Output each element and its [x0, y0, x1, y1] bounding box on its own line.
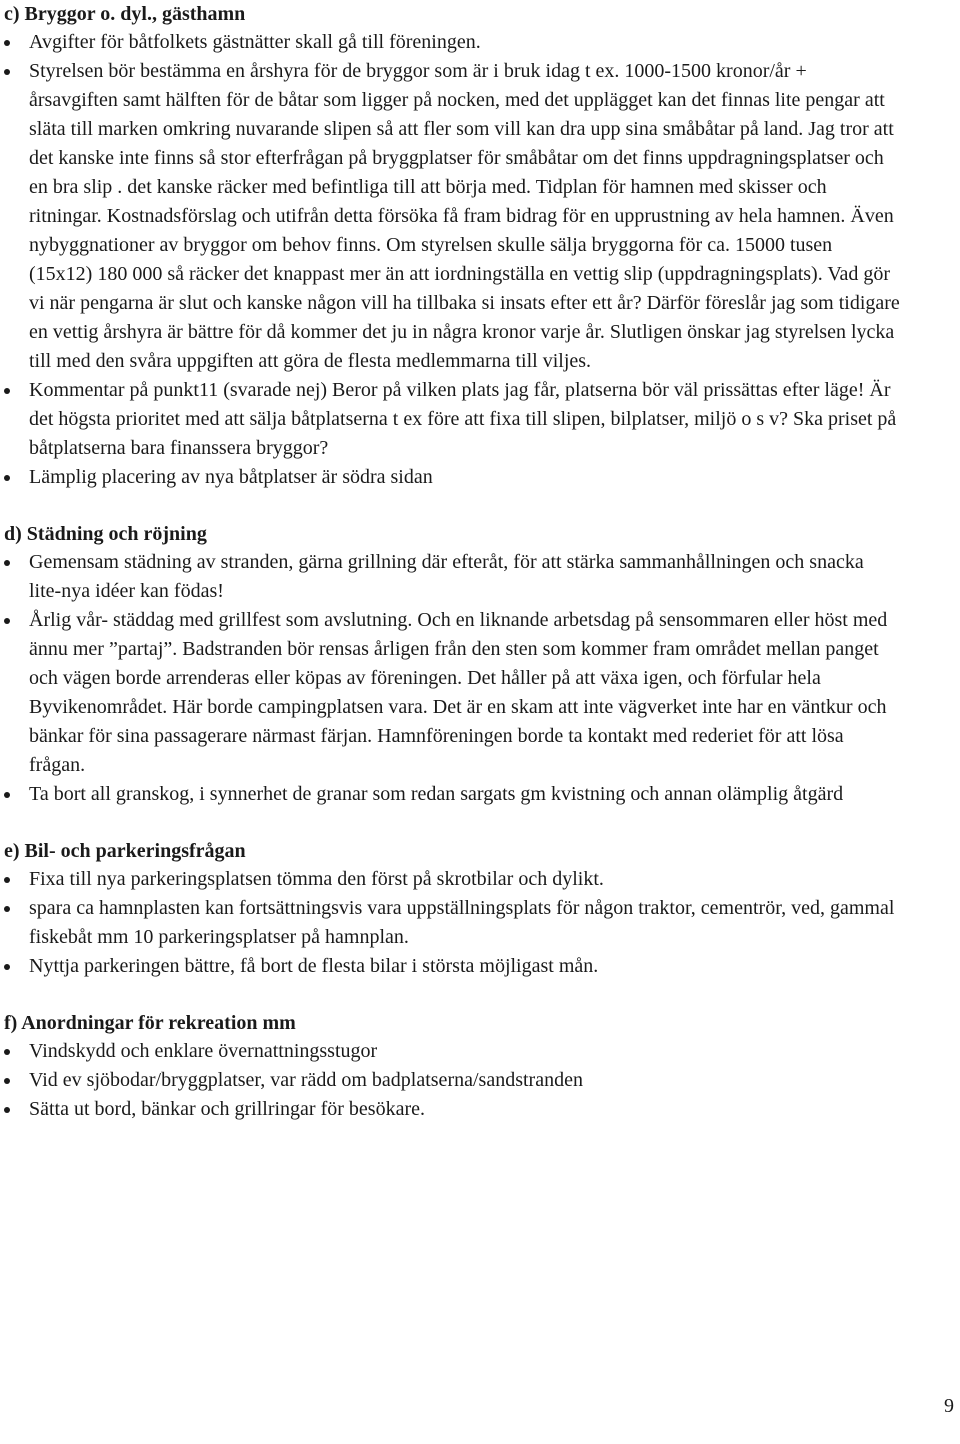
section-c-bryggor [0, 0, 960, 492]
list-item: Vindskydd och enklare övernattningsstugor [4, 1037, 900, 1066]
section-spacer [0, 809, 960, 837]
section-heading: c) Bryggor o. dyl., gästhamn [4, 3, 246, 25]
section-heading: d) Städning och röjning [4, 523, 207, 545]
list-item: Kommentar på punkt11 (svarade nej) Beror på vilken plats jag får, platserna bör väl prissättas efter läge! Är det högsta prioritet med att sälja båtplatserna t ex före att fixa till slipen, bilplatser, miljö o s v? Ska priset på båtplatserna bara finanssera bryggor? [4, 376, 900, 463]
section-heading: e) Bil- och parkeringsfrågan [4, 840, 246, 862]
list-item: Fixa till nya parkeringsplatsen tömma den först på skrotbilar och dylikt. [4, 865, 900, 894]
list-item: spara ca hamnplasten kan fortsättningsvis vara uppställningsplats för någon traktor, cementrör, ved, gammal fiskebåt mm 10 parkeringsplatser på hamnplan. [4, 894, 900, 952]
section-f-rekreation [0, 1009, 960, 1124]
section-e-parkering [0, 837, 960, 981]
list-item: Avgifter för båtfolkets gästnätter skall gå till föreningen. [4, 28, 900, 57]
list-item: Gemensam städning av stranden, gärna grillning där efteråt, för att stärka sammanhållningen och snacka lite-nya idéer kan födas! [4, 548, 900, 606]
list-item: Sätta ut bord, bänkar och grillringar för besökare. [4, 1095, 900, 1124]
section-heading: f) Anordningar för rekreation mm [4, 1012, 296, 1034]
list-item: Årlig vår- städdag med grillfest som avslutning. Och en liknande arbetsdag på sensommaren eller höst med ännu mer ”partaj”. Badstranden bör rensas årligen från den sten som kommer fram området mellan panget och vägen borde arrenderas eller köpas av föreningen. Det håller på att växa igen, och förfular hela Byvikenområdet. Här borde campingplatsen vara. Det är en skam att inte vägverket inte har en väntkur och bänkar för sina passagerare närmast färjan. Hamnföreningen borde ta kontakt med rederiet för att lösa frågan. [4, 606, 900, 780]
list-item: Lämplig placering av nya båtplatser är södra sidan [4, 463, 900, 492]
list-item: Styrelsen bör bestämma en årshyra för de bryggor som är i bruk idag t ex. 1000-1500 kronor/år + årsavgiften samt hälften för de båtar som ligger på nocken, med det upplägget kan det finnas lite pengar att släta till marken omkring nuvarande slipen så att fler som vill kan dra upp sina småbåtar på land. Jag tror att det kanske inte finns så stor efterfrågan på bryggplatser för småbåtar om det finns uppdragningsplatser och en bra slip . det kanske räcker med befintliga till att börja med. Tidplan för hamnen med skisser och ritningar. Kostnadsförslag och utifrån detta försöka få fram bidrag för en upprustning av hela hamnen. Även nybyggnationer av bryggor om behov finns. Om styrelsen skulle sälja bryggorna för ca. 15000 tusen (15x12) 180 000 så räcker det knappast mer än att iordningställa en vettig slip (uppdragningsplats). Vad gör vi när pengarna är slut och kanske någon vill ha tillbaka si insats efter ett år? Därför föreslår jag som tidigare en vettig årshyra är bättre för då kommer det ju in några kronor varje år. Slutligen önskar jag styrelsen lycka till med den svåra uppgiften att göra de flesta medlemmarna till viljes. [4, 57, 900, 376]
list-item: Ta bort all granskog, i synnerhet de granar som redan sargats gm kvistning och annan olämplig åtgärd [4, 780, 900, 809]
bullet-list [4, 548, 900, 809]
section-spacer [0, 492, 960, 520]
list-item: Vid ev sjöbodar/bryggplatser, var rädd om badplatserna/sandstranden [4, 1066, 900, 1095]
bullet-list [4, 1037, 900, 1124]
bullet-list [4, 28, 900, 492]
section-spacer [0, 981, 960, 1009]
list-item: Nyttja parkeringen bättre, få bort de flesta bilar i största möjligast mån. [4, 952, 900, 981]
bullet-list [4, 865, 900, 981]
page-number: 9 [944, 1395, 954, 1417]
section-d-stadning [0, 520, 960, 809]
